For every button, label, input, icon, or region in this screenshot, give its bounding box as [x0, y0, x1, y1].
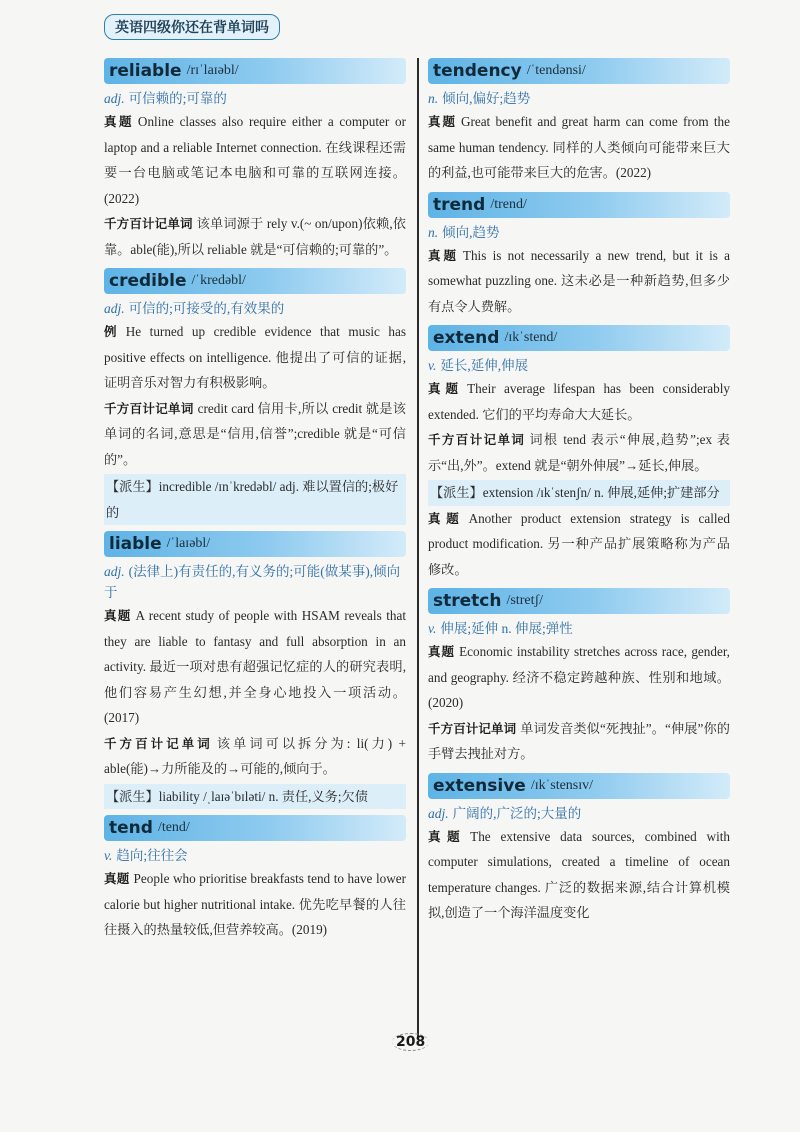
definition [104, 845, 406, 866]
tip-text: 单词发音类似“死拽扯”。“伸展”你的手臂去拽扯对方。 [428, 720, 730, 761]
example-exam [104, 603, 406, 731]
headword-bar [104, 531, 406, 557]
part-of-speech: adj. [104, 564, 125, 579]
example-exam [428, 824, 730, 926]
headword-bar [428, 325, 730, 351]
definition [428, 803, 730, 824]
label: 例 [104, 324, 122, 339]
label: 千方百计记单词 [104, 216, 193, 231]
entry-extensive [428, 773, 730, 926]
example-text: He turned up credible evidence that music has positive effects on intelligence. 他提出了可信的证据,证明音乐对智力有积极影响。 [104, 324, 406, 390]
phonetic: /stretʃ/ [506, 593, 544, 608]
label: 千方百计记单词 [428, 432, 526, 447]
column-divider [417, 58, 419, 1038]
example-text: Online classes also require either a computer or laptop and a reliable Internet connection. 在线课程还需要一台电脑或笔记本电脑和可靠的互联网连接。(2022) [104, 114, 406, 206]
label: 千方百计记单词 [104, 735, 213, 751]
definition [104, 298, 406, 319]
example-text: The extensive data sources, combined with computer simulations, created a timeline of ocean temperature changes. 广泛的数据来源,结合计算机模拟,创造了一个海洋温度变化 [428, 828, 730, 920]
example-exam [428, 639, 730, 716]
part-of-speech: adj. [428, 805, 449, 821]
phonetic: /ɪkˈstensɪv/ [530, 777, 594, 793]
meaning: 广阔的,广泛的;大量的 [452, 805, 582, 821]
meaning: 可信的;可接受的,有效果的 [128, 301, 285, 316]
phonetic: /rɪˈlaɪəbl/ [186, 63, 239, 78]
definition [104, 88, 406, 109]
phonetic: /trend/ [490, 196, 527, 212]
phonetic: /ˈkredəbl/ [191, 273, 246, 288]
headword-bar [104, 815, 406, 841]
label: 真题 [104, 608, 132, 623]
example-text: This is not necessarily a new trend, but it is a somewhat puzzling one. 这未必是一种新趋势,但多少有点令人费解。 [428, 247, 730, 314]
headword: tendency [433, 61, 522, 81]
entry-extend [428, 325, 730, 582]
label: 真题 [428, 644, 456, 659]
label: 真题 [104, 871, 130, 886]
definition [428, 88, 730, 109]
headword: extend [433, 328, 500, 348]
memory-tip [428, 716, 730, 767]
headword: tend [109, 818, 153, 838]
part-of-speech: v. [428, 358, 437, 373]
page-number: 208 [392, 1033, 429, 1051]
entry-reliable [104, 58, 406, 262]
example-text: Great benefit and great harm can come from the same human tendency. 同样的人类倾向可能带来巨大的利益,也可能带来巨大的危害。(2022) [428, 114, 730, 180]
label: 千方百计记单词 [428, 720, 517, 736]
headword-bar [104, 268, 406, 294]
part-of-speech: n. [428, 91, 439, 106]
entry-stretch [428, 588, 730, 767]
meaning: 倾向,趋势 [442, 224, 500, 240]
tip-text: 词根 tend 表示“伸展,趋势”;ex 表示“出,外”。extend 就是“朝外伸展”→延长,伸展。 [428, 432, 730, 473]
memory-tip [104, 396, 406, 473]
example-text: Another product extension strategy is called product modification. 另一种产品扩展策略称为产品修改。 [428, 510, 730, 577]
part-of-speech: n. [428, 224, 439, 240]
tip-text: 该单词源于 rely v.(~ on/upon)依赖,依靠。able(能),所以 reliable 就是“可信赖的;可靠的”。 [104, 216, 406, 257]
example-exam [428, 506, 730, 583]
book-title-tab: 英语四级你还在背单词吗 [104, 14, 280, 40]
entry-credible [104, 268, 406, 525]
example-exam [104, 109, 406, 211]
example-exam [428, 376, 730, 427]
headword: trend [433, 194, 486, 215]
example-text: People who prioritise breakfasts tend to have lower calorie but higher nutritional intake. 优先吃早餐的人往往摄入的热量较低,但营养较高。(2019) [104, 871, 406, 937]
example-exam [428, 243, 730, 320]
entry-liable [104, 531, 406, 809]
entry-tend [104, 815, 406, 943]
meaning: 可信赖的;可靠的 [128, 91, 227, 106]
label: 真题 [428, 828, 467, 844]
headword: stretch [433, 591, 502, 611]
part-of-speech: adj. [104, 301, 125, 316]
right-column [428, 58, 730, 932]
definition [428, 618, 730, 639]
tip-text: credit card 信用卡,所以 credit 就是该单词的名词,意思是“信用,信誉”;credible 就是“可信的”。 [104, 400, 406, 467]
entry-trend [428, 192, 730, 320]
headword: credible [109, 271, 187, 291]
meaning: 延长,延伸,伸展 [440, 358, 529, 373]
example-text: Their average lifespan has been considerably extended. 它们的平均寿命大大延长。 [428, 381, 730, 422]
example-text: A recent study of people with HSAM reveals that they are liable to fantasy and full absorption in an activity. 最近一项对患有超强记忆症的人的研究表明,他们容易产生幻想,并全身心地投入一项活动。(2017) [104, 608, 406, 725]
example-text: Economic instability stretches across race, gender, and geography. 经济不稳定跨越种族、性别和地域。(2020) [428, 644, 730, 710]
memory-tip [428, 427, 730, 478]
part-of-speech: adj. [104, 91, 125, 106]
headword: liable [109, 534, 162, 554]
headword-bar [428, 588, 730, 614]
entry-tendency [428, 58, 730, 186]
meaning: 伸展;延伸 n. 伸展;弹性 [440, 621, 573, 636]
meaning: 倾向,偏好;趋势 [442, 91, 531, 106]
example-exam [428, 109, 730, 186]
tip-text: 该单词可以拆分为: li(力) + able(能)→力所能及的→可能的,倾向于。 [104, 735, 406, 776]
definition [104, 561, 406, 603]
label: 真题 [428, 510, 465, 526]
phonetic: /ˈlaɪəbl/ [166, 536, 211, 551]
headword-bar [428, 773, 730, 799]
left-column [104, 58, 406, 949]
definition [428, 222, 730, 243]
part-of-speech: v. [428, 621, 437, 636]
meaning: 趋向;往往会 [116, 848, 188, 863]
label: 真题 [428, 381, 464, 396]
headword-bar [104, 58, 406, 84]
example-exam [104, 866, 406, 943]
phonetic: /ɪkˈstend/ [504, 330, 558, 345]
derivative: 【派生】liability /ˌlaɪəˈbɪləti/ n. 责任,义务;欠债 [104, 784, 406, 810]
memory-tip [104, 211, 406, 262]
part-of-speech: v. [104, 848, 113, 863]
label: 真题 [428, 114, 457, 129]
derivative: 【派生】extension /ɪkˈstenʃn/ n. 伸展,延伸;扩建部分 [428, 480, 730, 506]
derivative: 【派生】incredible /ɪnˈkredəbl/ adj. 难以置信的;极好的 [104, 474, 406, 525]
meaning: (法律上)有责任的,有义务的;可能(做某事),倾向于 [104, 564, 401, 600]
phonetic: /tend/ [157, 820, 190, 835]
definition [428, 355, 730, 376]
headword: reliable [109, 61, 182, 81]
headword: extensive [433, 775, 526, 796]
example-sentence [104, 319, 406, 396]
headword-bar [428, 58, 730, 84]
headword-bar [428, 192, 730, 218]
label: 真题 [104, 114, 134, 129]
label: 千方百计记单词 [104, 400, 194, 416]
phonetic: /ˈtendənsi/ [526, 63, 586, 78]
memory-tip [104, 731, 406, 782]
label: 真题 [428, 247, 459, 263]
